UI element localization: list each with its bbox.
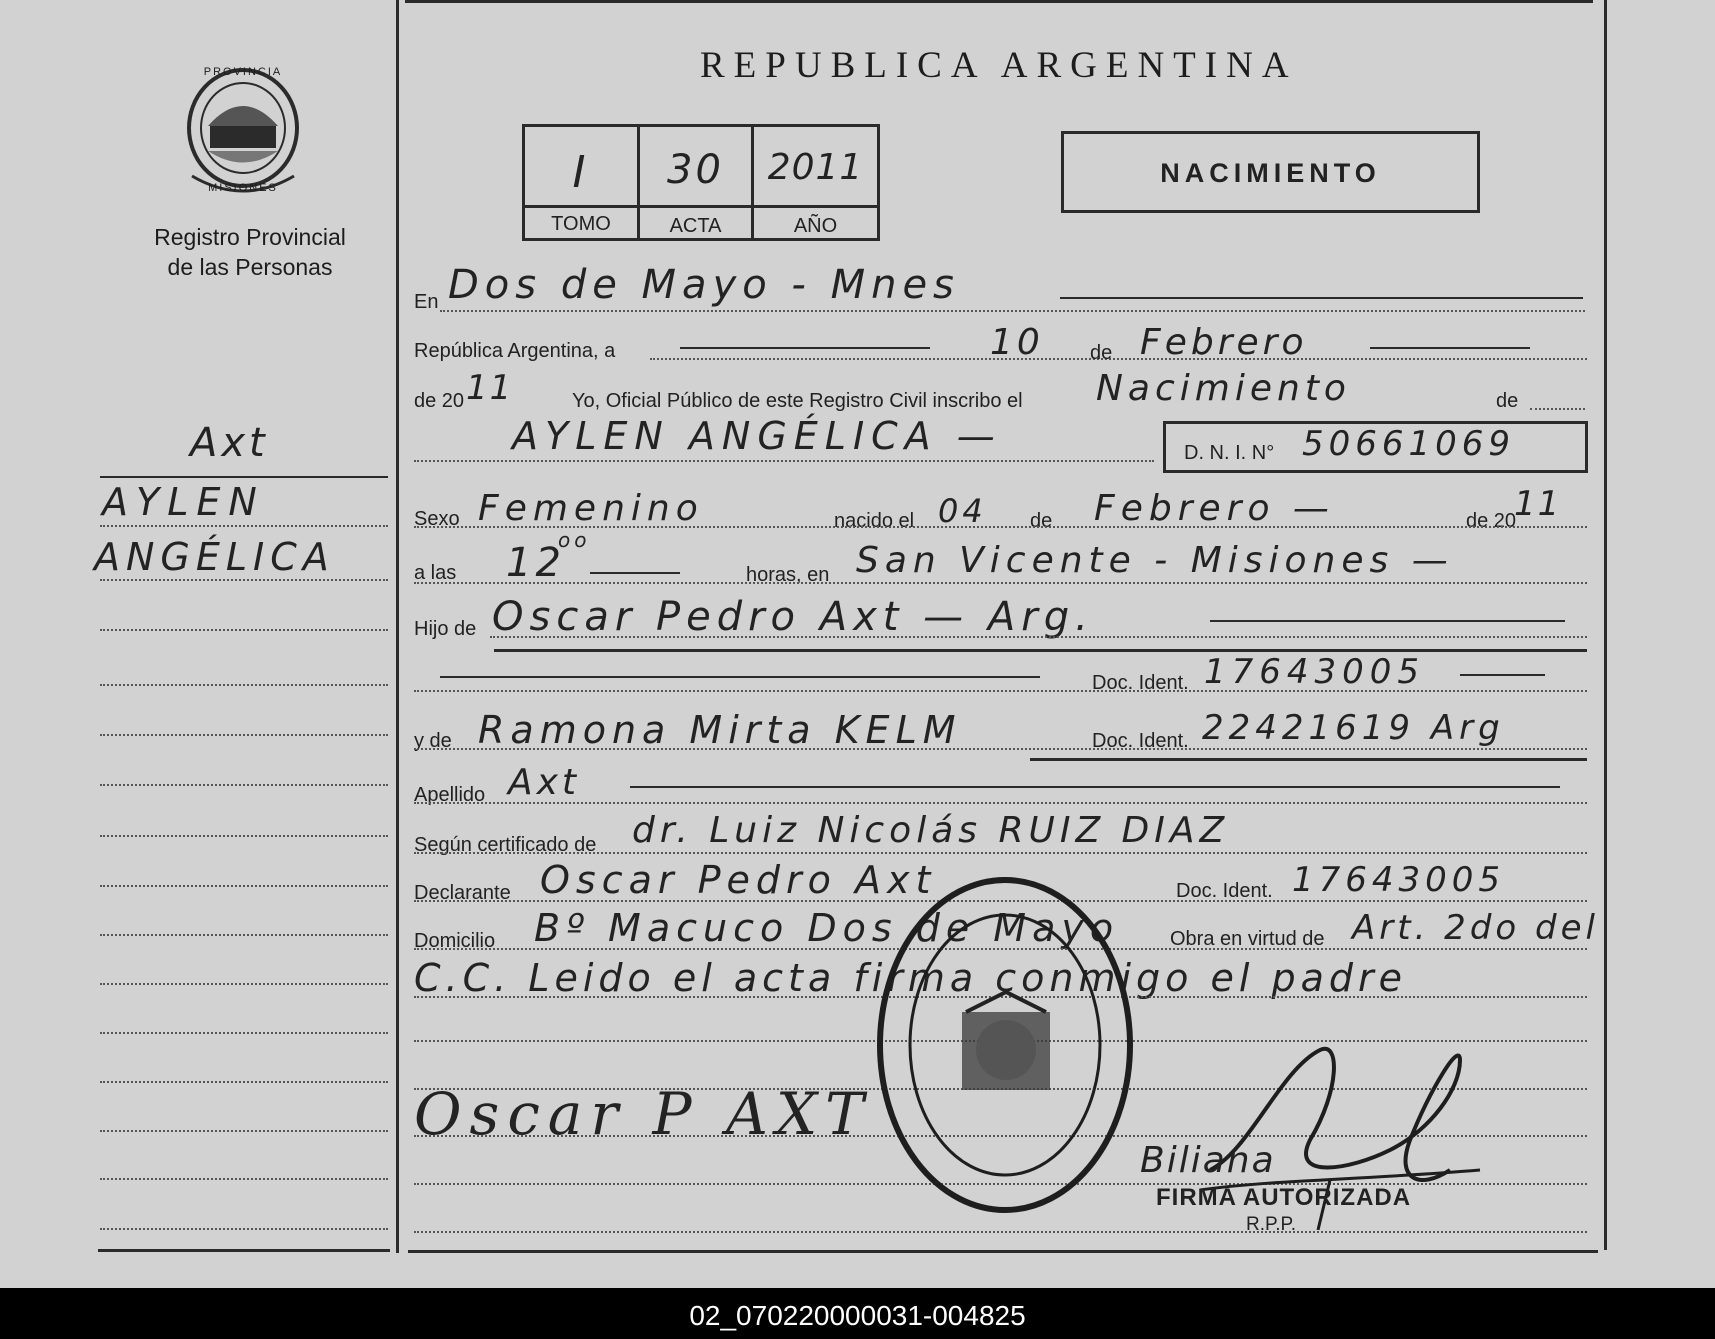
line-fill: [440, 676, 1040, 678]
anio-label: AÑO: [793, 215, 838, 237]
hijo-label: Hijo de: [414, 618, 477, 640]
apellido-label: Apellido: [414, 784, 486, 806]
inscribe-value: Nacimiento: [1096, 368, 1351, 409]
domicilio-label: Domicilio: [414, 930, 496, 952]
firma-label: FIRMA AUTORIZADA: [1156, 1184, 1412, 1211]
line-alas: [414, 582, 1587, 584]
doc-label-2: Doc. Ident.: [1092, 730, 1189, 752]
obra-value: Art. 2do del: [1352, 908, 1599, 948]
segun-value: dr. Luiz Nicolás RUIZ DIAZ: [632, 810, 1230, 851]
dni-value: 50661069: [1302, 424, 1516, 464]
left-column-border: [396, 0, 399, 1253]
margin-line: [100, 934, 388, 936]
seal-text-bottom: MISIONES: [208, 182, 278, 194]
acta-value: 30: [667, 147, 724, 193]
de-label: de: [1090, 342, 1113, 364]
margin-line: [100, 684, 388, 686]
sexo-value: Femenino: [478, 488, 704, 529]
registry-line-1: Registro Provincial: [154, 224, 346, 250]
line-apellido: [414, 802, 1587, 804]
hour-sup-value: oo: [558, 528, 591, 552]
birth-year-value: 11: [1514, 484, 1562, 524]
parent-signature: Oscar P AXT: [414, 1080, 872, 1148]
oficial-label: Yo, Oficial Público de este Registro Civil inscribo el: [572, 390, 1023, 412]
month-value: Febrero: [1140, 322, 1308, 363]
alas-label: a las: [414, 562, 457, 584]
de20-label: de 20: [414, 390, 465, 412]
tomo-label: TOMO: [551, 213, 611, 235]
doc-label-3: Doc. Ident.: [1176, 880, 1273, 902]
dni-label: D. N. I. N°: [1184, 442, 1275, 464]
line-segun: [414, 852, 1587, 854]
line-name: [414, 460, 1154, 462]
official-signature: Biliana: [1140, 1140, 1276, 1181]
margin-name-1: AYLEN: [102, 480, 265, 524]
line-yde: [414, 748, 1587, 750]
provincial-seal-logo: [178, 66, 308, 201]
en-label: En: [414, 291, 439, 313]
line-en: [440, 310, 1585, 312]
anio-value: 2011: [767, 147, 864, 188]
margin-line: [100, 525, 388, 527]
line-fill: [590, 572, 680, 574]
acta-label: ACTA: [669, 215, 722, 237]
line-doc: [414, 690, 1587, 692]
margin-name-2: ANGÉLICA: [94, 535, 335, 579]
margin-line: [100, 1178, 388, 1180]
margin-line: [100, 784, 388, 786]
child-name-value: AYLEN ANGÉLICA —: [512, 414, 1002, 458]
tomo-value: I: [572, 147, 590, 198]
line-fill: [1210, 620, 1565, 622]
doc-label: Doc. Ident.: [1092, 672, 1189, 694]
mother-value: Ramona Mirta KELM: [478, 708, 962, 752]
year-value: 11: [466, 368, 514, 408]
margin-line: [100, 579, 388, 581]
apellido-value: Axt: [508, 762, 581, 803]
hour-value: 12: [506, 540, 565, 586]
margin-line: [100, 885, 388, 887]
margin-line: [100, 1032, 388, 1034]
footer-bar: [0, 1288, 1715, 1339]
line-hijo: [490, 636, 1587, 638]
sexo-label: Sexo: [414, 508, 460, 530]
line-fill: [1370, 347, 1530, 349]
father-value: Oscar Pedro Axt — Arg.: [492, 594, 1094, 640]
margin-bottom-rule: [98, 1249, 390, 1252]
en-value: Dos de Mayo - Mnes: [448, 262, 960, 308]
record-box: [522, 124, 880, 241]
declarante-value: Oscar Pedro Axt: [540, 858, 937, 902]
margin-line: [100, 1081, 388, 1083]
margin-line: [100, 835, 388, 837]
margin-line: [100, 1130, 388, 1132]
father-doc-value: 17643005: [1204, 652, 1426, 692]
bottom-rule: [408, 1250, 1598, 1253]
top-border: [405, 0, 1593, 3]
birth-day-value: 04: [938, 492, 987, 530]
official-stamp: [870, 870, 1140, 1220]
act-type-label: NACIMIENTO: [1160, 158, 1381, 188]
line-empty: [414, 1231, 1587, 1233]
registry-line-2: de las Personas: [167, 254, 333, 280]
rpp-label: R.P.P.: [1246, 1214, 1297, 1235]
seal-text-top: PROVINCIA: [203, 66, 283, 78]
line-fill: [630, 786, 1560, 788]
line-en-fill: [1060, 297, 1583, 299]
document-id: 02_070220000031-004825: [689, 1300, 1026, 1331]
page-title: REPUBLICA ARGENTINA: [700, 45, 1298, 86]
mother-doc-value: 22421619 Arg: [1202, 708, 1505, 748]
horas-label: horas, en: [746, 564, 830, 586]
place-value: San Vicente - Misiones —: [856, 540, 1454, 581]
obra-label: Obra en virtud de: [1170, 928, 1325, 950]
margin-line: [100, 734, 388, 736]
yde-label: y de: [414, 730, 452, 752]
margin-line: [100, 629, 388, 631]
margin-rule: [100, 476, 388, 478]
declarante-label: Declarante: [414, 882, 511, 904]
line-fill: [1530, 408, 1585, 410]
line-fill: [1460, 674, 1545, 676]
declarante-doc-value: 17643005: [1292, 860, 1506, 900]
line-fill: [680, 347, 930, 349]
dni-box: [1163, 421, 1588, 473]
right-border: [1604, 0, 1607, 1250]
de20-label-2: de 20: [1466, 510, 1517, 532]
de-label-3: de: [1030, 510, 1053, 532]
note-value: C.C. Leido el acta firma conmigo el padre: [414, 956, 1408, 1000]
de-label-2: de: [1496, 390, 1519, 412]
day-value: 10: [990, 322, 1044, 363]
margin-line: [100, 1228, 388, 1230]
act-type-box: [1061, 131, 1480, 213]
margin-line: [100, 983, 388, 985]
republica-label: República Argentina, a: [414, 340, 616, 362]
segun-label: Según certificado de: [414, 834, 597, 856]
line-yde-rule: [1030, 758, 1587, 761]
line-republica: [650, 358, 1587, 360]
domicilio-value: Bº Macuco Dos de Mayo: [534, 906, 1120, 950]
birth-month-value: Febrero —: [1094, 488, 1335, 529]
margin-surname: Axt: [190, 420, 269, 466]
nacido-label: nacido el: [834, 510, 915, 532]
